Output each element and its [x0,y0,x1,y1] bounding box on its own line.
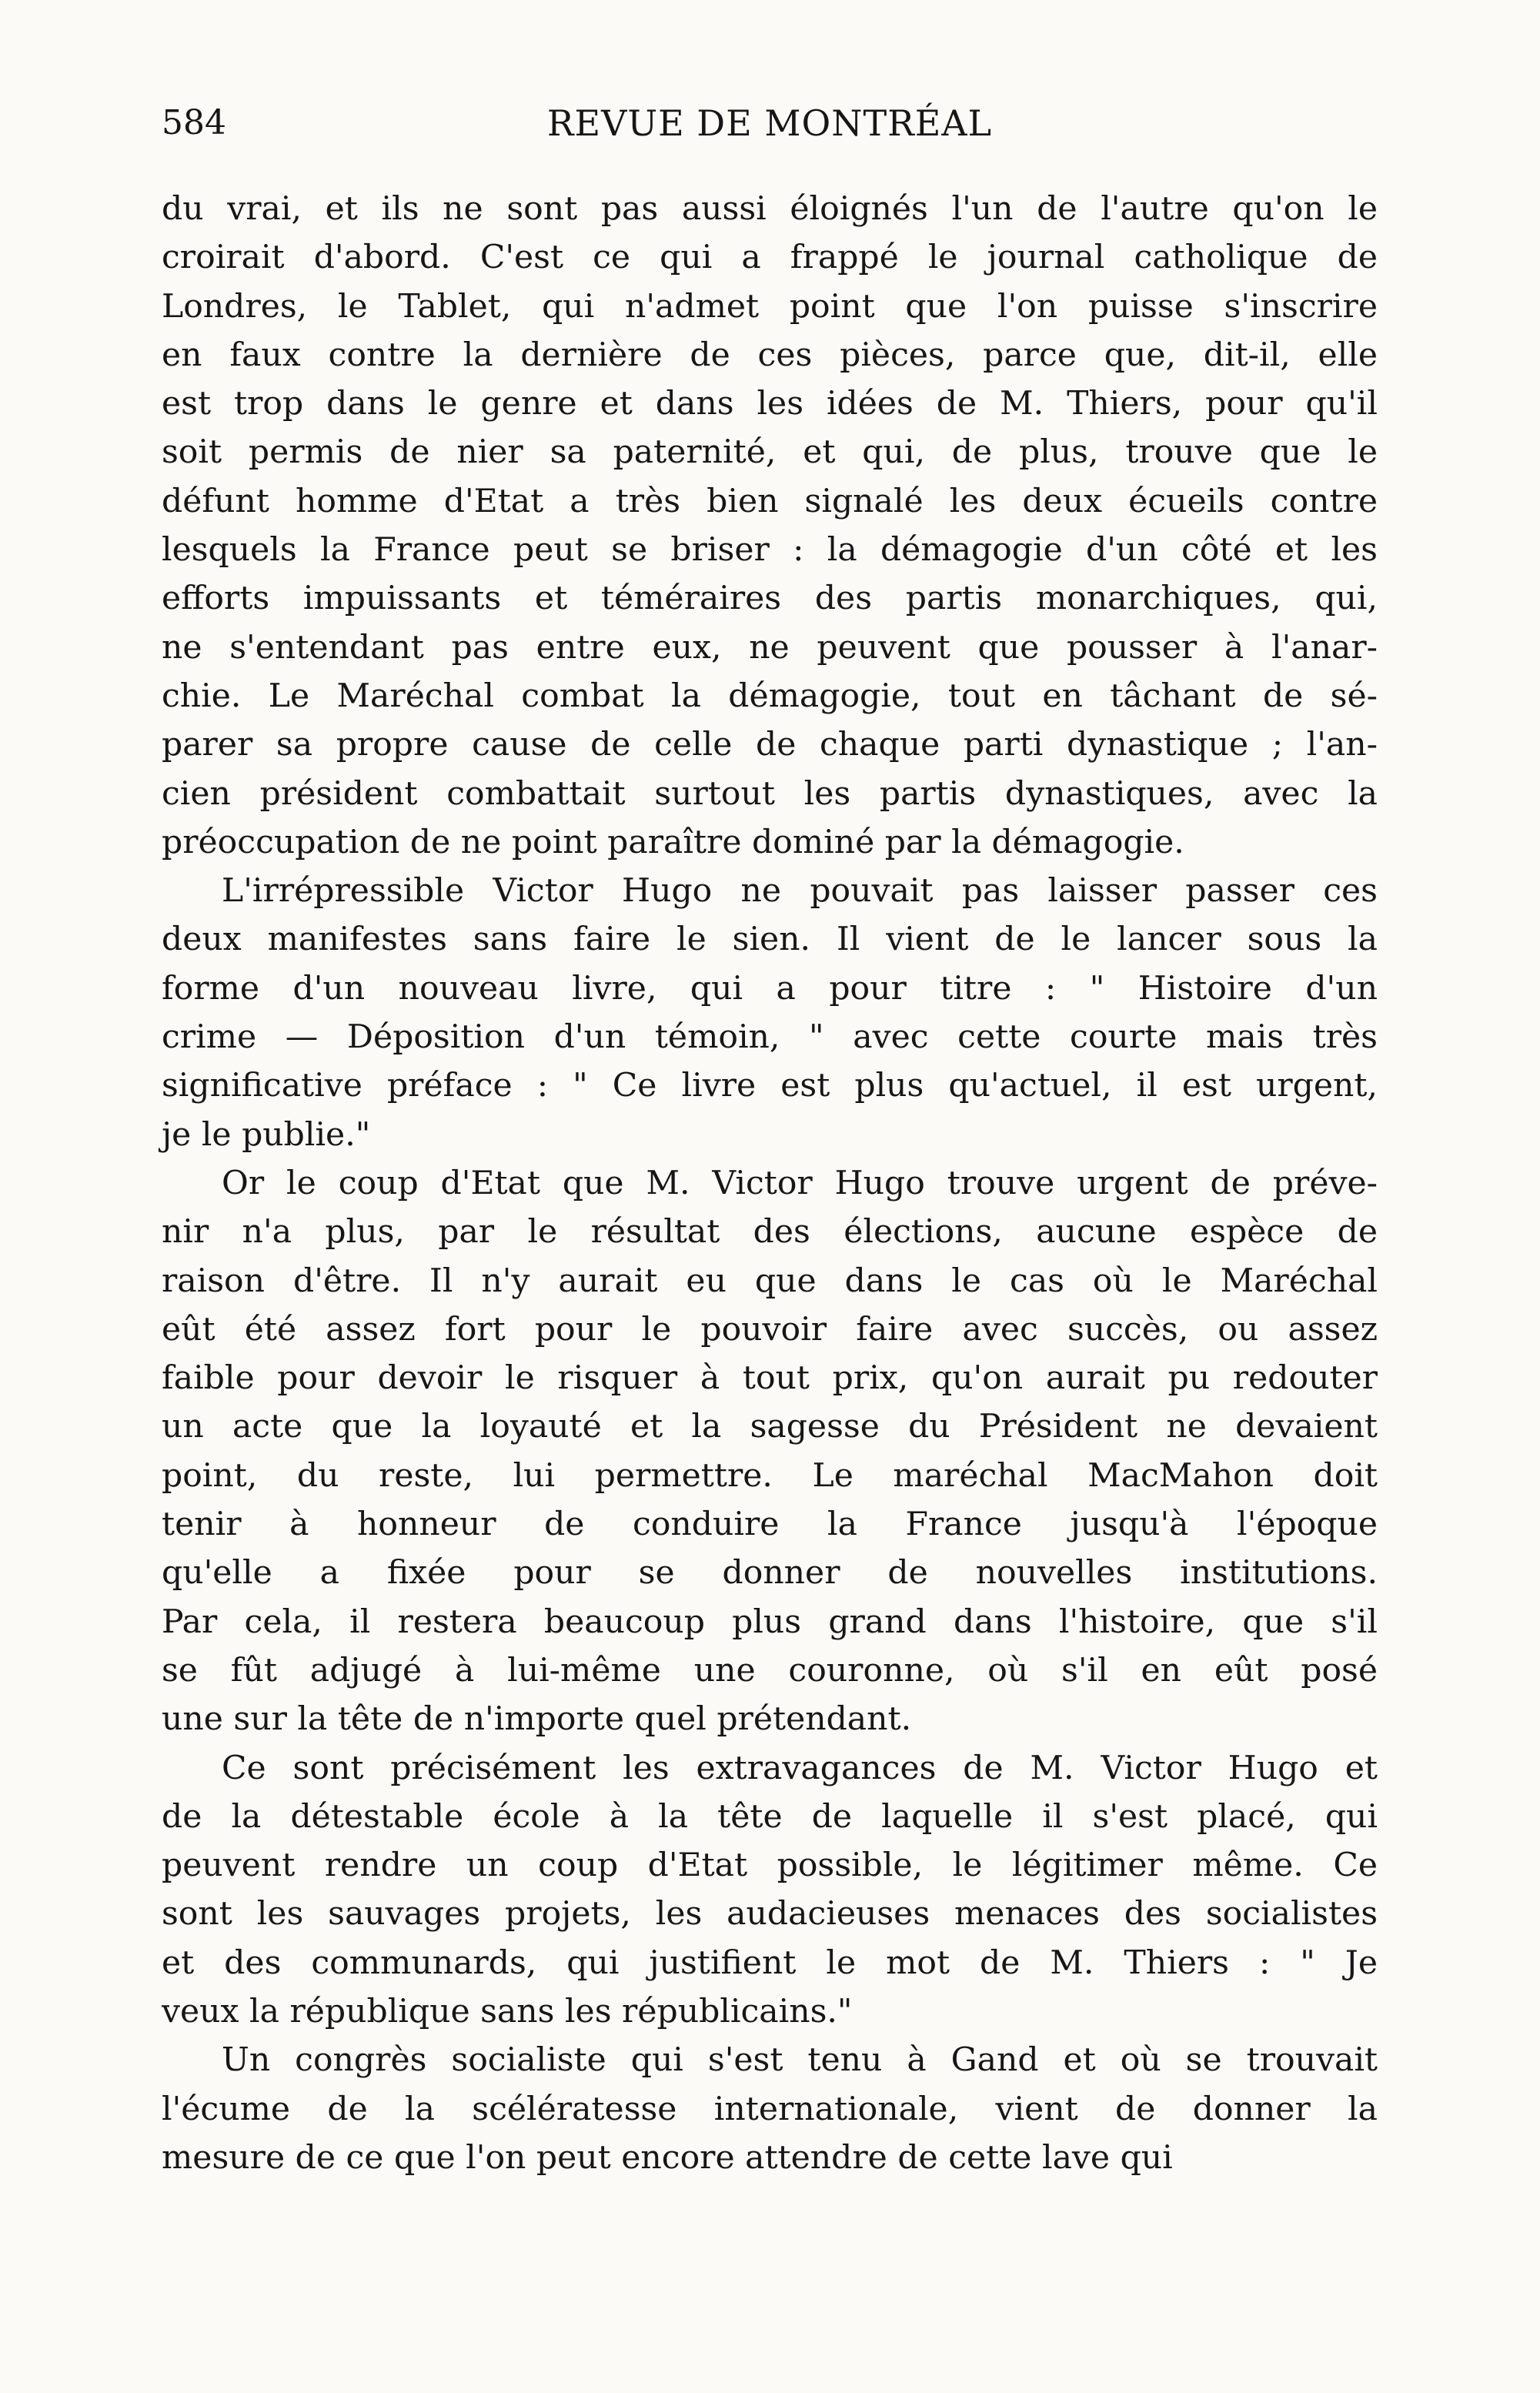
text-line: croirait d'abord. C'est ce qui a frappé le journal catholique de [162,239,1378,277]
text-line: se fût adjugé à lui-même une couronne, où s'il en eût posé [162,1651,1378,1689]
text-line: préoccupation de ne point paraître dominé par la démagogie. [162,823,1184,861]
text-line: L'irrépressible Victor Hugo ne pouvait pas laisser passer ces [222,872,1378,911]
page-header [162,92,1378,154]
paragraph [162,185,1378,867]
text-line: point, du reste, lui permettre. Le maréchal MacMahon doit [162,1456,1378,1495]
text-line: Par cela, il restera beaucoup plus grand dans l'histoire, que s'il [162,1603,1378,1641]
text-line: mesure de ce que l'on peut encore attendre de cette lave qui [162,2138,1173,2177]
text-line: Londres, le Tablet, qui n'admet point que l'on puisse s'inscrire [162,287,1378,326]
text-line: qu'elle a fixée pour se donner de nouvelles institutions. [162,1554,1378,1593]
text-line: faible pour devoir le risquer à tout prix, qu'on aurait pu redouter [162,1359,1378,1398]
text-line: forme d'un nouveau livre, qui a pour titre : " Histoire d'un [162,969,1378,1008]
text-line: Or le coup d'Etat que M. Victor Hugo trouve urgent de préve- [222,1164,1378,1202]
text-line: eût été assez fort pour le pouvoir faire avec succès, ou assez [162,1310,1378,1349]
running-title: REVUE DE MONTRÉAL [546,102,993,144]
text-line: soit permis de nier sa paternité, et qui, de plus, trouve que le [162,433,1378,472]
text-line: raison d'être. Il n'y aurait eu que dans le cas où le Maréchal [162,1262,1378,1300]
page-number: 584 [162,103,226,142]
paragraph [162,2036,1378,2182]
text-line: significative préface : " Ce livre est plus qu'actuel, il est urgent, [162,1067,1378,1105]
text-line: du vrai, et ils ne sont pas aussi éloignés l'un de l'autre qu'on le [162,190,1378,228]
text-line: deux manifestes sans faire le sien. Il vient de le lancer sous la [162,921,1378,959]
text-line: je le publie." [162,1115,371,1154]
text-line: crime — Déposition d'un témoin, " avec cette courte mais très [162,1018,1378,1057]
text-line: nir n'a plus, par le résultat des élections, aucune espèce de [162,1213,1378,1252]
text-line: peuvent rendre un coup d'Etat possible, le légitimer même. Ce [162,1847,1378,1885]
text-line: de la détestable école à la tête de laquelle il s'est placé, qui [162,1797,1378,1836]
text-line: sont les sauvages projets, les audacieuses menaces des socialistes [162,1895,1378,1933]
text-line: veux la république sans les républicains." [162,1992,853,2030]
body-text [162,185,1378,2182]
text-line: en faux contre la dernière de ces pièces, parce que, dit-il, elle [162,336,1378,374]
text-line: et des communards, qui justifient le mot de M. Thiers : " Je [162,1943,1378,1982]
text-line: tenir à honneur de conduire la France jusqu'à l'époque [162,1506,1378,1544]
text-line: un acte que la loyauté et la sagesse du Président ne devaient [162,1408,1378,1446]
paragraph [162,867,1378,1159]
text-line: efforts impuissants et téméraires des partis monarchiques, qui, [162,580,1378,618]
text-line: l'écume de la scélératesse internationale, vient de donner la [162,2090,1378,2128]
text-line: ne s'entendant pas entre eux, ne peuvent que pousser à l'anar- [162,628,1378,667]
paragraph [162,1159,1378,1744]
text-line: une sur la tête de n'importe quel prétendant. [162,1700,912,1739]
text-line: Un congrès socialiste qui s'est tenu à Gand et où se trouvait [222,2041,1378,2080]
text-line: cien président combattait surtout les partis dynastiques, avec la [162,774,1378,813]
paragraph [162,1744,1378,2037]
text-line: défunt homme d'Etat a très bien signalé les deux écueils contre [162,482,1378,520]
text-line: Ce sont précisément les extravagances de M. Victor Hugo et [222,1749,1378,1787]
text-line: parer sa propre cause de celle de chaque parti dynastique ; l'an- [162,726,1378,764]
text-line: lesquels la France peut se briser : la démagogie d'un côté et les [162,531,1378,570]
text-line: chie. Le Maréchal combat la démagogie, tout en tâchant de sé- [162,677,1378,715]
text-line: est trop dans le genre et dans les idées de M. Thiers, pour qu'il [162,385,1378,423]
